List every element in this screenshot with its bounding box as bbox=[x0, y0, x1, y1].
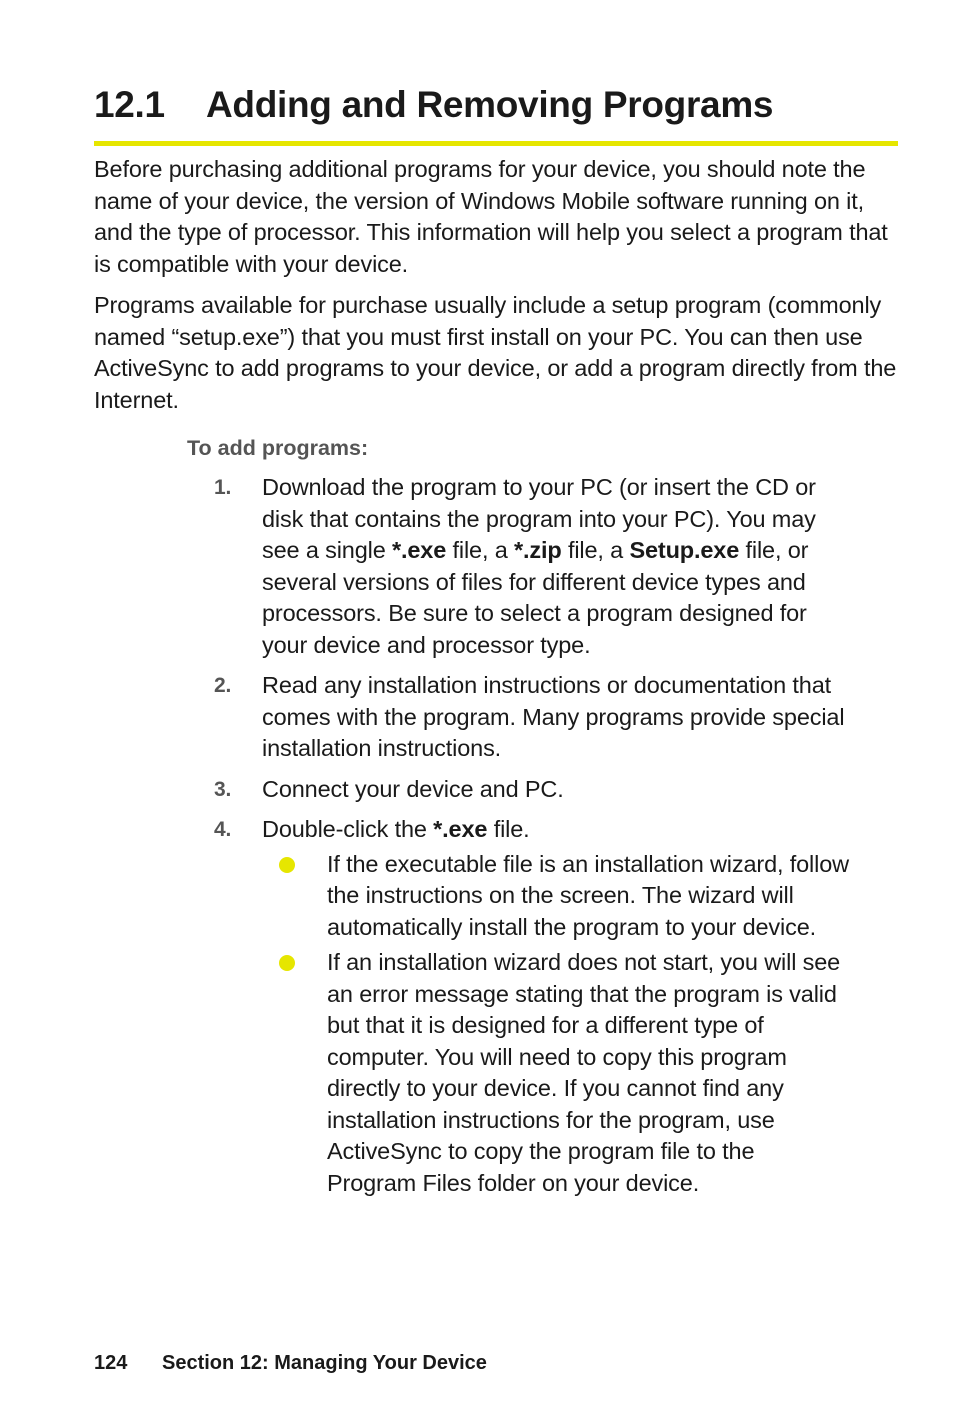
bullet-dot-icon bbox=[279, 857, 295, 873]
step-text: Connect your device and PC. bbox=[262, 775, 564, 802]
step-number: 1. bbox=[214, 476, 232, 499]
setup-paragraph: Programs available for purchase usually include a setup program (commonly named “setup.exe”) that you must first install on your PC. You can then use ActiveSync to add programs to your device, or add a program directly from the Internet. bbox=[94, 292, 897, 413]
section-title: Adding and Removing Programs bbox=[206, 84, 774, 125]
page-title bbox=[94, 84, 773, 126]
bullet-dot-icon bbox=[279, 955, 295, 971]
step-number: 4. bbox=[214, 818, 232, 841]
step-text bbox=[262, 474, 816, 658]
intro-paragraph: Before purchasing additional programs for your device, you should note the name of your device, the version of Windows Mobile software running on it, and the type of processor. This information will help you select a program that is compatible with your device. bbox=[94, 156, 888, 277]
procedure-heading: To add programs: bbox=[187, 436, 369, 460]
page-number: 124 bbox=[94, 1352, 128, 1374]
bullet-item bbox=[279, 849, 849, 944]
bullet-text: If an installation wizard does not start, you will see an error message stating that the program is valid but that it is designed for a different type of computer. You will need to copy this program directly to your device. If you cannot find any installation instructions for the program, use ActiveSync to copy the program file to the Program Files folder on your device. bbox=[327, 949, 841, 1196]
step-text bbox=[262, 816, 530, 842]
title-underline bbox=[94, 141, 898, 146]
step-number: 3. bbox=[214, 777, 232, 801]
file-type-zip: *.zip bbox=[514, 537, 562, 563]
step-text: Read any installation instructions or documentation that comes with the program. Many programs provide special installation instructions. bbox=[262, 672, 845, 761]
bullet-item bbox=[279, 947, 849, 1199]
step-item bbox=[214, 774, 854, 806]
file-name-setup: Setup.exe bbox=[629, 537, 740, 563]
step-item bbox=[214, 814, 854, 1199]
step-text-part: file, a bbox=[561, 537, 630, 563]
section-number: 12.1 bbox=[94, 84, 165, 125]
step-number: 2. bbox=[214, 674, 232, 697]
file-type-exe: *.exe bbox=[433, 816, 488, 842]
step-text-part: file, or several versions of files for different device types and processors. Be sure to select a program designed for your device and processor type. bbox=[262, 537, 809, 658]
step-text-part: file, a bbox=[446, 537, 515, 563]
file-type-exe: *.exe bbox=[392, 537, 447, 563]
step-text-part: Double-click the bbox=[262, 816, 434, 842]
footer-section: Section 12: Managing Your Device bbox=[162, 1352, 487, 1374]
step-text-part: file. bbox=[487, 816, 530, 842]
step-text-part: Download the program to your PC (or insert the CD or disk that contains the program into your PC). You may see a single bbox=[262, 474, 816, 563]
bullet-list bbox=[279, 849, 849, 1200]
bullet-text: If the executable file is an installation wizard, follow the instructions on the screen. The wizard will automatically install the program to your device. bbox=[327, 850, 849, 940]
page-footer bbox=[94, 1352, 487, 1375]
step-item bbox=[214, 472, 854, 661]
procedure-steps bbox=[214, 472, 854, 1208]
step-item bbox=[214, 670, 854, 765]
